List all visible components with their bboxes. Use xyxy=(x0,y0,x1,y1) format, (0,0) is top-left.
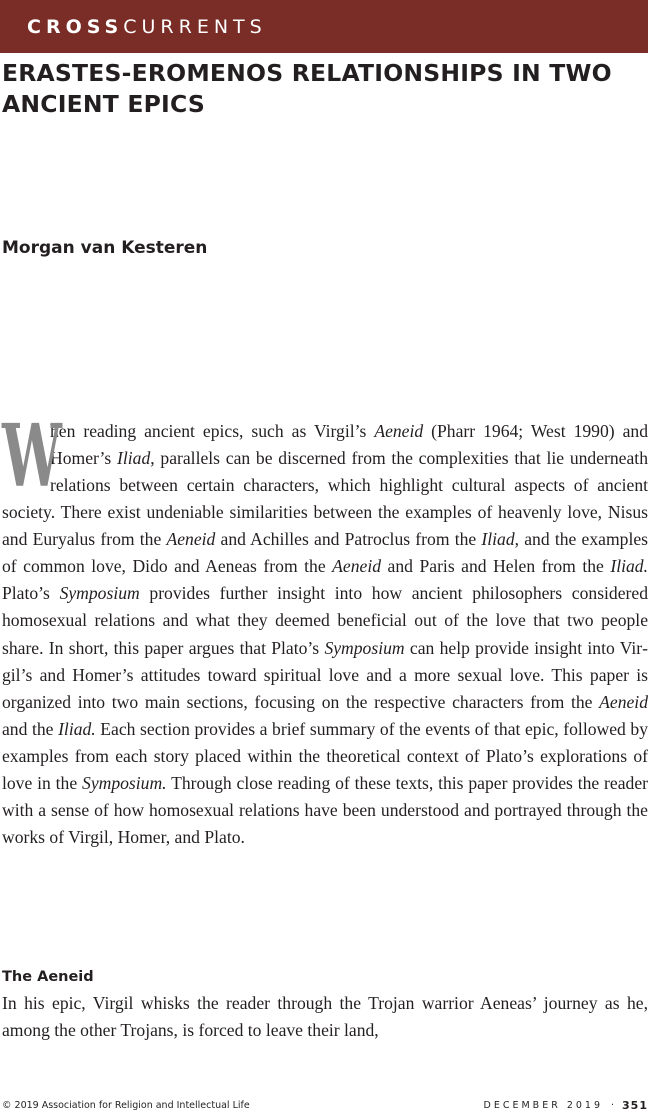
italic-title: Aeneid xyxy=(374,421,424,441)
text-run: can help provide insight into Virgil’s and Homer’s attitudes toward spiritual love and a more sexual love. This paper is organized into two main sections, focusing on the respective characters from the xyxy=(2,637,648,712)
text-run: and Paris and Helen from the xyxy=(381,556,611,577)
italic-title: Symposium xyxy=(59,583,140,604)
italic-title: Aeneid xyxy=(166,529,216,550)
page-footer xyxy=(2,1099,648,1112)
italic-title: Iliad xyxy=(117,448,151,469)
dropcap-letter: W xyxy=(2,406,62,507)
text-run: Plato’s xyxy=(2,583,60,604)
italic-title: Iliad. xyxy=(58,718,96,739)
text-run: provides further insight into how ancient philosophers considered homosexual relations and what they deemed beneficial out of the love that two people share. In short, this paper argues that Plato’s xyxy=(2,583,648,658)
italic-title: Symposium. xyxy=(82,772,167,793)
text-run: , parallels can be discerned from the complexities that lie underneath relations between certain characters, which highlight cultural aspects of ancient society. There exist undeniable similarities between the examples of heavenly love, Nisus and Euryalus from the xyxy=(2,448,648,550)
journal-name-light: CURRENTS xyxy=(123,15,267,38)
footer-issue-info xyxy=(484,1099,648,1112)
text-run: and Achilles and Patroclus from the xyxy=(215,529,482,550)
text-run: Through close reading of these texts, this paper provides the reader with a sense of how homosexual relations have been understood and portrayed through the works of Virgil, Homer, and Plato. xyxy=(2,772,648,847)
intro-paragraph xyxy=(2,406,649,851)
italic-title: Aeneid xyxy=(332,556,382,577)
title-line-2: ANCIENT EPICS xyxy=(2,90,206,118)
journal-header-bar xyxy=(0,0,648,53)
copyright-notice: © 2019 Association for Religion and Intellectual Life xyxy=(2,1100,250,1111)
italic-title: Iliad xyxy=(481,529,515,550)
text-run: , and the examples of common love, Dido and Aeneas from the xyxy=(2,529,648,577)
page-number: 351 xyxy=(622,1099,648,1112)
article-title xyxy=(2,58,642,120)
text-run: Each section provides a brief summary of the events of that epic, followed by examples from each story placed within the theoretical context of Plato’s explorations of love in the xyxy=(2,718,648,793)
author-name: Morgan van Kesteren xyxy=(2,238,208,258)
title-line-1: ERASTES-EROMENOS RELATIONSHIPS IN TWO xyxy=(2,59,612,87)
footer-separator: · xyxy=(611,1100,615,1111)
text-run: hen reading ancient epics, such as Virgil’s xyxy=(50,421,375,441)
text-run: (Pharr 1964; West 1990) and Homer’s xyxy=(50,421,648,469)
text-run: and the xyxy=(2,718,59,739)
issue-date: DECEMBER 2019 xyxy=(483,1100,603,1111)
section-heading: The Aeneid xyxy=(2,969,94,985)
italic-title: Aeneid xyxy=(599,691,648,712)
italic-title: Iliad. xyxy=(610,556,649,577)
journal-name-bold: CROSS xyxy=(27,15,124,38)
section-paragraph: In his epic, Virgil whisks the reader through the Trojan warrior Aeneas’ journey as he, among the other Trojans, is forced to leave their land, xyxy=(2,993,648,1041)
italic-title: Symposium xyxy=(324,637,405,658)
